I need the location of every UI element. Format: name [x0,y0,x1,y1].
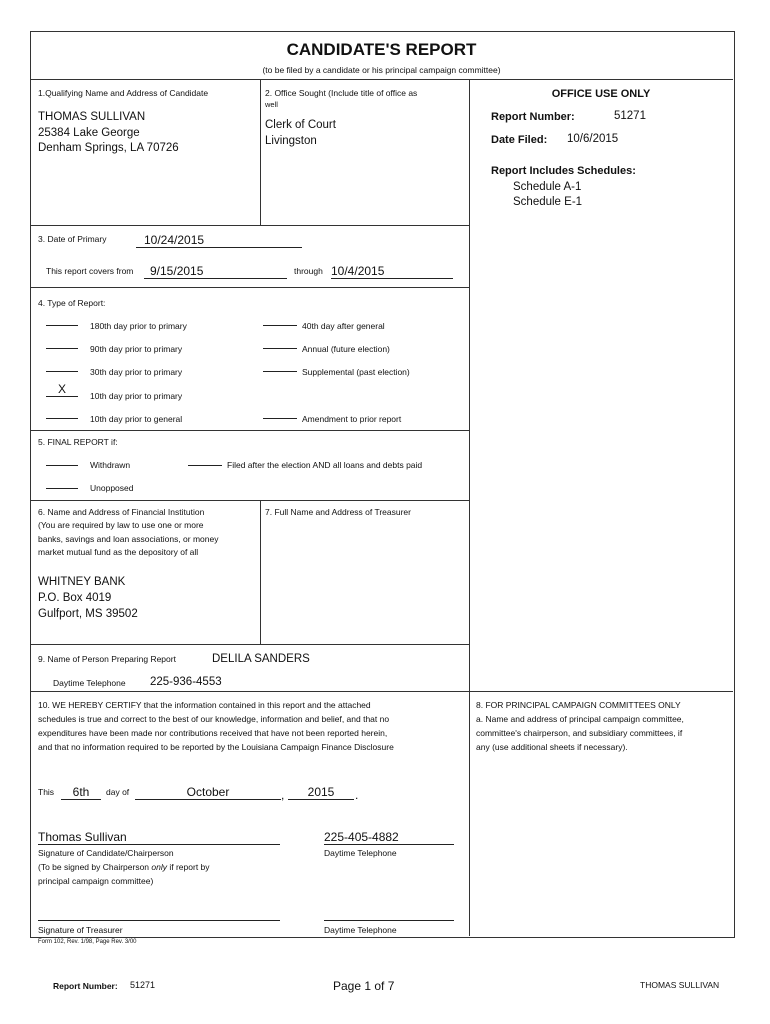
report-type-checkbox[interactable] [263,334,297,349]
date-filed-value: 10/6/2015 [567,133,619,145]
report-type-checkbox[interactable] [46,311,78,326]
covers-label: This report covers from [46,266,134,276]
report-type-checkbox[interactable] [46,334,78,349]
bank-note: banks, savings and loan associations, or money [38,534,219,544]
bank-name: WHITNEY BANK [38,576,126,588]
certify-text: and that no information required to be reported by the Louisiana Campaign Finance Disclosure [38,742,394,752]
office-title: Clerk of Court [265,119,336,131]
candidate-address-city: Denham Springs, LA 70726 [38,142,179,154]
divider [469,79,470,936]
bank-address-street: P.O. Box 4019 [38,592,112,604]
year-field: 2015 [288,785,354,800]
treasurer-signature-label: Signature of Treasurer [38,925,123,935]
report-type-checkbox[interactable] [263,357,297,372]
candidate-label: 1.Qualifying Name and Address of Candidate [38,88,209,98]
report-number-label: Report Number: [491,111,575,123]
covers-to-field: 10/4/2015 [331,264,453,279]
treasurer-phone-label: Daytime Telephone [324,925,397,935]
form-id: Form 102, Rev. 1/98, Page Rev. 3/00 [38,939,137,945]
bank-note: (You are required by law to use one or more [38,520,204,530]
footer-candidate-name: THOMAS SULLIVAN [640,980,720,990]
office-use-title: OFFICE USE ONLY [551,88,651,100]
office-label-cont: well [265,100,278,109]
preparer-phone: 225-936-4553 [150,676,222,688]
report-type-option: Amendment to prior report [302,414,402,424]
treasurer-signature-line[interactable] [38,920,280,921]
report-type-option: 30th day prior to primary [90,367,183,377]
withdrawn-checkbox[interactable] [46,465,78,466]
covers-from-field: 9/15/2015 [144,264,287,279]
bank-address-city: Gulfport, MS 39502 [38,608,138,620]
bank-label: 6. Name and Address of Financial Institution [38,507,205,517]
footer-report-number-label: Report Number: [53,981,118,991]
schedule-item: Schedule A-1 [513,181,582,193]
withdrawn-option: Withdrawn [90,460,131,470]
divider [30,287,469,288]
divider [30,500,469,501]
final-report-label: 5. FINAL REPORT if: [38,437,118,447]
period: . [355,788,359,802]
primary-date-label: 3. Date of Primary [38,234,107,244]
report-type-option: 90th day prior to primary [90,344,183,354]
committee-note: committee's chairperson, and subsidiary committees, if [476,728,683,738]
treasurer-label: 7. Full Name and Address of Treasurer [265,507,411,517]
preparer-label: 9. Name of Person Preparing Report [38,654,176,664]
candidate-phone: 225-405-4882 [324,830,454,845]
office-parish: Livingston [265,135,317,147]
certify-text: expenditures have been made nor contributions received that have not been reported herein, [38,728,388,738]
month-field: October [135,785,281,800]
report-type-checkbox[interactable] [263,311,297,326]
report-type-option: 10th day prior to primary [90,391,183,401]
certify-text: schedules is true and correct to the best of our knowledge, information and belief, and that no [38,714,390,724]
report-type-option: Supplemental (past election) [302,367,410,377]
preparer-phone-label: Daytime Telephone [53,678,126,688]
signature-note: (To be signed by Chairperson only if report by [38,862,210,872]
day-of-label: day of [106,787,130,797]
report-type-checkbox[interactable] [46,404,78,419]
page-number: Page 1 of 7 [333,979,395,993]
divider [30,644,469,645]
divider [30,430,469,431]
divider [260,79,261,225]
filed-after-option: Filed after the election AND all loans and debts paid [227,460,423,470]
report-type-checkbox[interactable]: X [46,382,78,397]
unopposed-checkbox[interactable] [46,488,78,489]
through-label: through [294,266,323,276]
report-type-option: 180th day prior to primary [90,321,187,331]
committee-note: any (use additional sheets if necessary). [476,742,628,752]
report-type-checkbox[interactable] [263,404,297,419]
schedule-item: Schedule E-1 [513,196,583,208]
primary-date-field: 10/24/2015 [136,233,302,248]
treasurer-phone-line[interactable] [324,920,454,921]
divider [30,79,733,80]
unopposed-option: Unopposed [90,483,134,493]
candidate-phone-label: Daytime Telephone [324,848,397,858]
page-title: CANDIDATE'S REPORT [286,40,477,59]
schedules-label: Report Includes Schedules: [491,165,636,177]
report-type-option: 40th day after general [302,321,385,331]
report-number-value: 51271 [614,110,646,122]
committee-note: a. Name and address of principal campaign committee, [476,714,684,724]
divider [30,691,733,692]
report-type-label: 4. Type of Report: [38,298,106,308]
divider [260,500,261,644]
page-subtitle: (to be filed by a candidate or his principal campaign committee) [262,65,501,75]
candidate-name: THOMAS SULLIVAN [38,111,146,123]
signature-note: principal campaign committee) [38,876,154,886]
divider [30,225,469,226]
comma: , [281,788,285,802]
report-type-checkbox[interactable] [46,357,78,372]
signature-label: Signature of Candidate/Chairperson [38,848,174,858]
committee-label: 8. FOR PRINCIPAL CAMPAIGN COMMITTEES ONLY [476,700,681,710]
date-filed-label: Date Filed: [491,134,548,146]
candidate-signature: Thomas Sullivan [38,830,280,845]
report-type-option: 10th day prior to general [90,414,183,424]
footer-report-number: 51271 [130,980,156,990]
filed-after-checkbox[interactable] [188,465,222,466]
certify-text: 10. WE HEREBY CERTIFY that the information contained in this report and the attached [38,700,371,710]
bank-note: market mutual fund as the depository of all [38,547,199,557]
report-type-option: Annual (future election) [302,344,390,354]
day-field: 6th [61,785,101,800]
candidate-address-street: 25384 Lake George [38,127,140,139]
office-label: 2. Office Sought (Include title of office as [265,88,418,98]
preparer-name: DELILA SANDERS [212,653,310,665]
this-label: This [38,787,55,797]
